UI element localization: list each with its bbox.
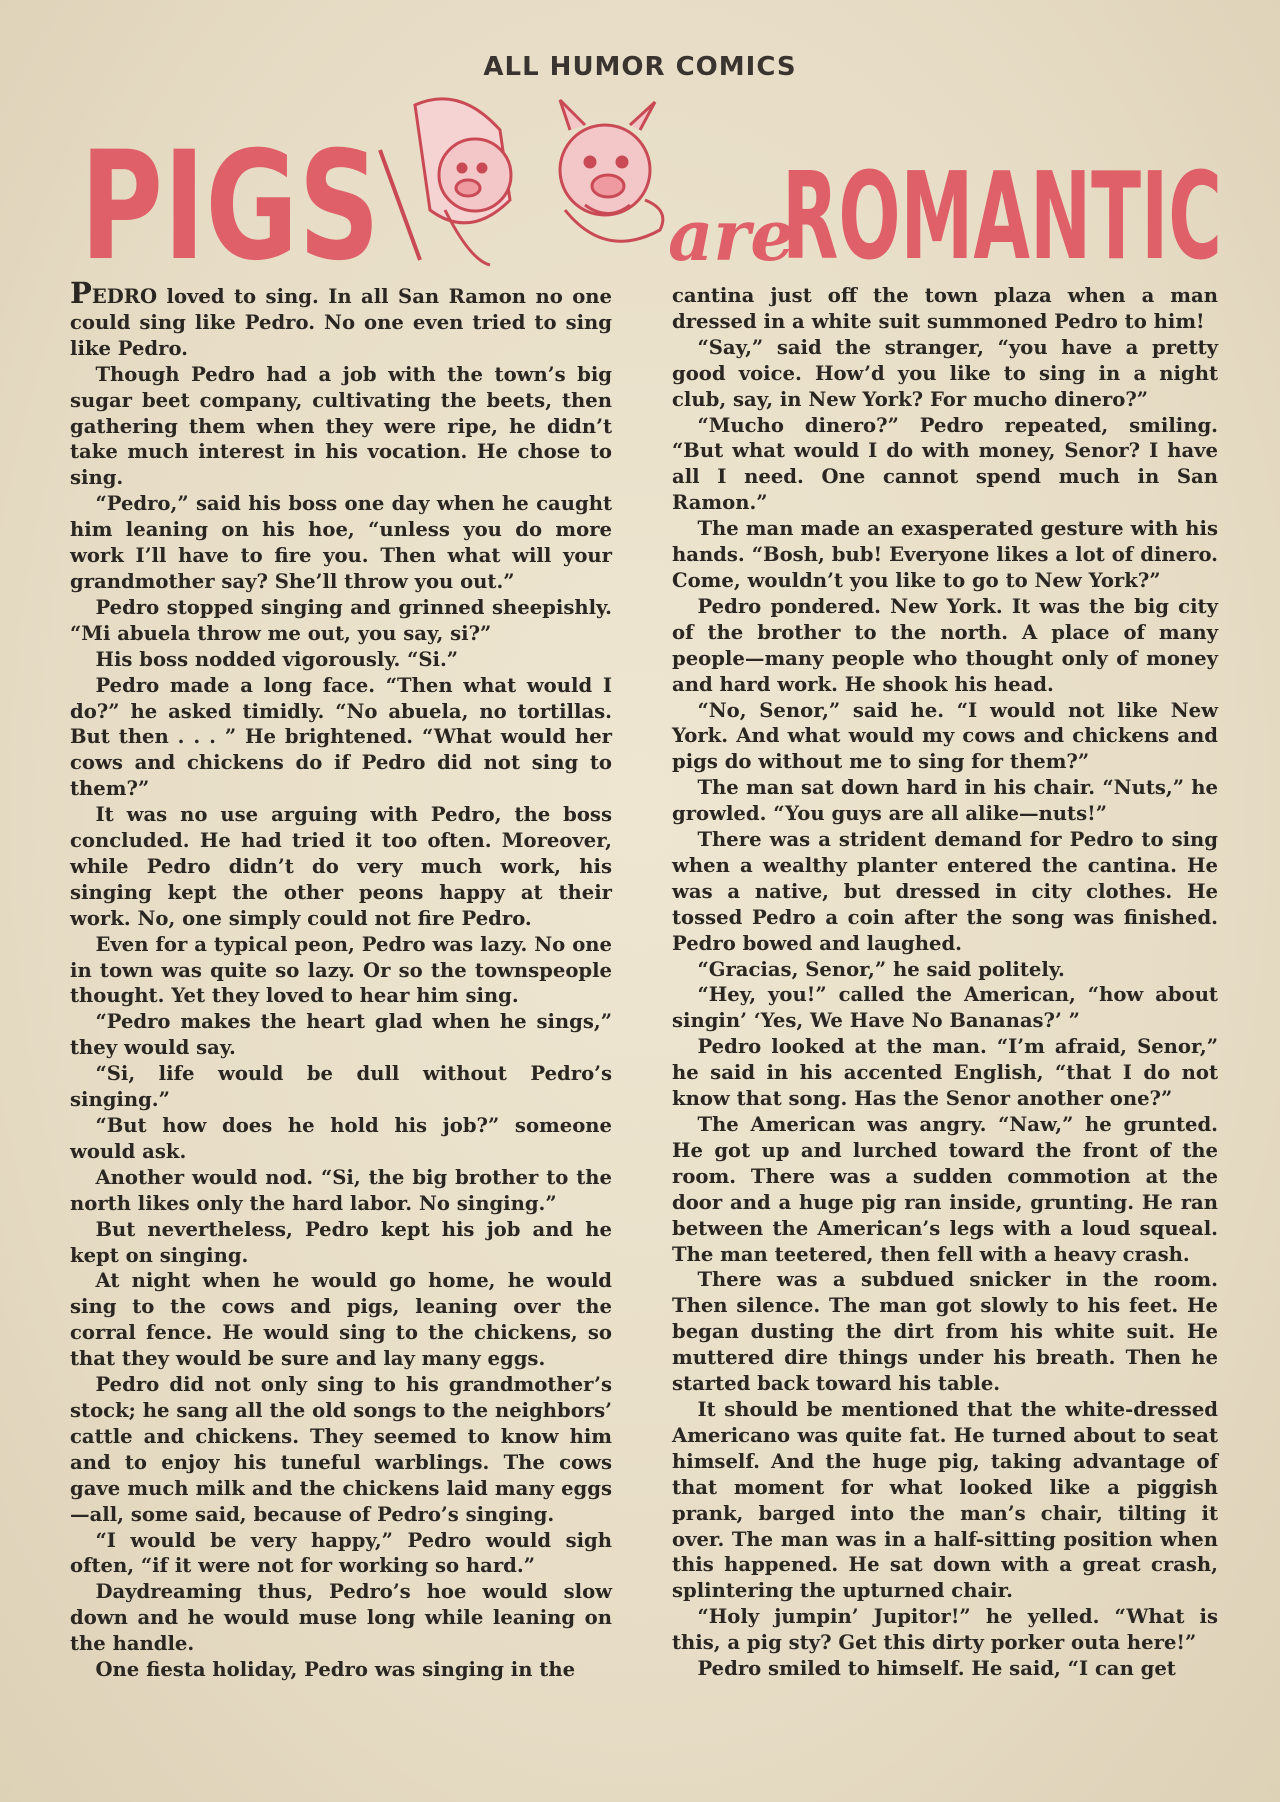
comic-series-title: ALL HUMOR COMICS xyxy=(483,52,797,82)
story-paragraph: The man sat down hard in his chair. “Nuts,” he growled. “You guys are all alike—nuts!” xyxy=(672,776,1218,826)
story-paragraph: “No, Senor,” said he. “I would not like New York. And what would my cows and chickens and pigs do without me to sing for them?” xyxy=(672,698,1218,774)
story-paragraph: “Gracias, Senor,” he said politely. xyxy=(697,957,1065,981)
story-paragraph-continued: cantina just off the town plaza when a man dressed in a white suit summoned Pedro to him! xyxy=(672,284,1218,333)
story-paragraph: PEDRO loved to sing. In all San Ramon no one could sing like Pedro. No one even tried to sing like Pedro. xyxy=(70,276,612,360)
story-paragraph: Though Pedro had a job with the town’s big sugar beet company, cultivating the beets, then gathering them when they were ripe, he didn’t take much interest in his vocation. He chose to sing. xyxy=(70,362,612,490)
story-paragraph: Pedro did not only sing to his grandmother’s stock; he sang all the old songs to the neighbors’ cattle and chickens. They seemed to know him and to enjoy his tuneful warblings. The cows gave much milk and the chickens laid many eggs—all, some said, because of Pedro’s singing. xyxy=(70,1373,612,1526)
story-paragraph: At night when he would go home, he would sing to the cows and pigs, leaning over the corral fence. He would sing to the chickens, so that they would be sure and lay many eggs. xyxy=(70,1269,612,1371)
story-paragraph: It was no use arguing with Pedro, the boss concluded. He had tried it too often. Moreover, while Pedro didn’t do very much work, his singing kept the other peons happy at their work. No, one simply could not fire Pedro. xyxy=(70,803,612,930)
story-paragraph: Pedro pondered. New York. It was the big city of the brother to the north. A place of many people—many people who thought only of money and hard work. He shook his head. xyxy=(672,594,1218,696)
logo-word-romantic: ROMANTIC xyxy=(782,148,1222,270)
story-column-right xyxy=(672,283,1218,1682)
story-paragraph: It should be mentioned that the white-dressed Americano was quite fat. He turned about to seat himself. And the huge pig, taking advantage of that moment for what looked like a piggish prank, barged into the man’s chair, tilting it over. The man was in a half-sitting position when this happened. He sat down with a great crash, splintering the upturned chair. xyxy=(672,1397,1218,1603)
drop-cap-letter: P xyxy=(70,276,92,310)
logo-word-are: are xyxy=(668,194,795,270)
story-paragraph: “But how does he hold his job?” someone would ask. xyxy=(70,1114,612,1163)
story-paragraph: Pedro smiled to himself. He said, “I can get xyxy=(697,1657,1176,1681)
story-paragraph: Pedro made a long face. “Then what would I do?” he asked timidly. “No abuela, no tortillas. But then . . . ” He brightened. “What would her cows and chickens do if Pedro did not sing to them?” xyxy=(70,673,612,801)
story-paragraph: “Holy jumpin’ Jupitor!” he yelled. “What is this, a pig sty? Get this dirty porker outa here!” xyxy=(672,1605,1218,1655)
story-paragraph: “Si, life would be dull without Pedro’s singing.” xyxy=(70,1062,612,1112)
story-paragraph: “Pedro makes the heart glad when he sings,” they would say. xyxy=(70,1010,612,1060)
story-paragraph: “Hey, you!” called the American, “how about singin’ ‘Yes, We Have No Bananas?’ ” xyxy=(672,983,1218,1033)
story-paragraph: There was a subdued snicker in the room. Then silence. The man got slowly to his feet. He began dusting the dirt from his white suit. He muttered dire things under his breath. Then he started back toward his table. xyxy=(672,1268,1218,1396)
story-paragraph: Even for a typical peon, Pedro was lazy. No one in town was quite so lazy. Or so the townspeople thought. Yet they loved to hear him sing. xyxy=(70,932,612,1008)
story-paragraph: “Mucho dinero?” Pedro repeated, smiling. “But what would I do with money, Senor? I have all I need. One cannot spend much in San Ramon.” xyxy=(672,413,1218,515)
story-column-left xyxy=(70,276,612,1683)
story-paragraph: One fiesta holiday, Pedro was singing in the xyxy=(95,1658,576,1682)
story-paragraph: There was a strident demand for Pedro to sing when a wealthy planter entered the cantina. He was a native, but dressed in city clothes. He tossed Pedro a coin after the song was finished. Pedro bowed and laughed. xyxy=(672,828,1218,955)
story-paragraph: “Say,” said the stranger, “you have a pretty good voice. How’d you like to sing in a night club, say, in New York? For mucho dinero?” xyxy=(672,335,1218,411)
story-paragraph: “Pedro,” said his boss one day when he caught him leaning on his hoe, “unless you do more work I’ll have to fire you. Then what will your grandmother say? She’ll throw you out.” xyxy=(70,492,612,593)
story-paragraph: The man made an exasperated gesture with his hands. “Bosh, bub! Everyone likes a lot of dinero. Come, wouldn’t you like to go to New York?” xyxy=(672,517,1218,592)
story-title-logo xyxy=(70,90,1230,270)
story-paragraph: Pedro stopped singing and grinned sheepishly. “Mi abuela throw me out, you say, si?” xyxy=(70,595,612,645)
story-paragraph: “I would be very happy,” Pedro would sigh often, “if it were not for working so hard.” xyxy=(70,1528,612,1578)
pig-couple-illustration xyxy=(380,99,663,265)
story-paragraph: His boss nodded vigorously. “Si.” xyxy=(95,647,459,671)
story-paragraph: But nevertheless, Pedro kept his job and he kept on singing. xyxy=(70,1217,612,1267)
story-paragraph: Pedro looked at the man. “I’m afraid, Senor,” he said in his accented English, “that I do not know that song. Has the Senor another one?” xyxy=(672,1035,1218,1111)
story-paragraph: Daydreaming thus, Pedro’s hoe would slow down and he would muse long while leaning on the handle. xyxy=(70,1580,612,1656)
story-paragraph: Another would nod. “Si, the big brother to the north likes only the hard labor. No singing.” xyxy=(70,1165,612,1215)
logo-word-pigs: PIGS xyxy=(80,120,380,270)
story-paragraph: The American was angry. “Naw,” he grunted. He got up and lurched toward the front of the room. There was a sudden commotion at the door and a huge pig ran inside, grunting. He ran between the American’s legs with a loud squeal. The man teetered, then fell with a heavy crash. xyxy=(672,1113,1218,1266)
